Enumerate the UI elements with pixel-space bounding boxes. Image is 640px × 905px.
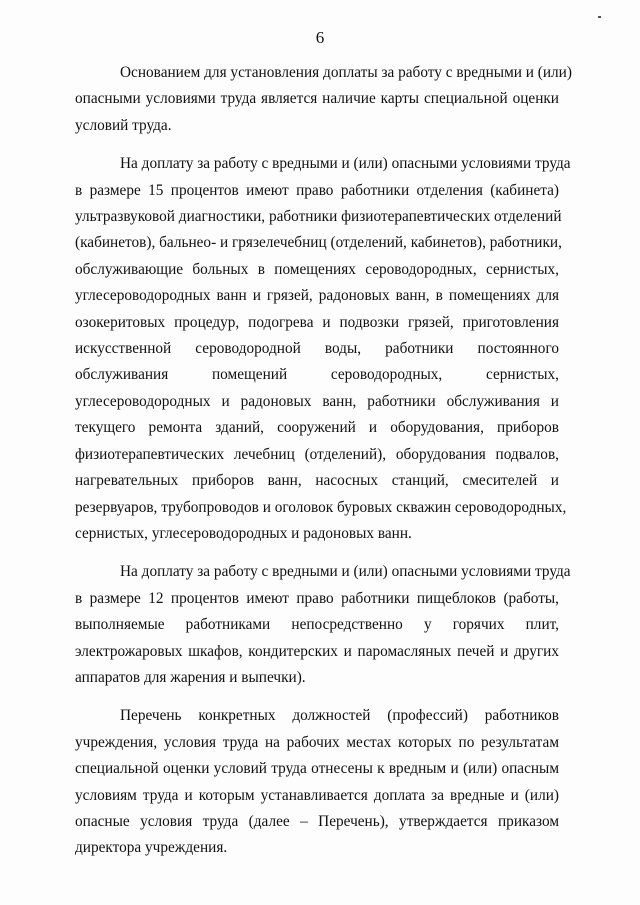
text-line: в размере 15 процентов имеют право работники отделения (кабинета) bbox=[75, 181, 559, 199]
text-line: Перечень конкретных должностей (профессий) работников bbox=[120, 707, 559, 725]
text-line: выполняемые работниками непосредственно у горячих плит, bbox=[75, 616, 559, 634]
text-line: Основанием для установления доплаты за работу с вредными и (или) bbox=[120, 64, 572, 81]
paragraph-spacer bbox=[75, 139, 559, 151]
text-line: На доплату за работу с вредными и (или) опасными условиями труда bbox=[120, 155, 571, 173]
paragraph-15-percent bbox=[75, 151, 571, 547]
text-line: сернистых, углесероводородных и радоновых ванн. bbox=[75, 524, 412, 542]
text-line: резервуаров, трубопроводов и оголовок буровых скважин сероводородных, bbox=[75, 498, 567, 516]
text-line: аппаратов для жарения и выпечки). bbox=[75, 668, 306, 686]
text-line: озокеритовых процедур, подогрева и подвозки грязей, приготовления bbox=[75, 313, 559, 331]
text-line: директора учреждения. bbox=[75, 839, 228, 857]
text-line: в размере 12 процентов имеют право работники пищеблоков (работы, bbox=[75, 589, 559, 607]
scan-artifact-mark bbox=[598, 16, 601, 18]
text-line: условий труда. bbox=[75, 116, 172, 134]
text-line: углесероводородных ванн и грязей, радоновых ванн, в помещениях для bbox=[75, 287, 559, 305]
text-line: учреждения, условия труда на рабочих местах которых по результатам bbox=[75, 733, 559, 751]
text-line: текущего ремонта зданий, сооружений и оборудования, приборов bbox=[75, 419, 559, 437]
text-line: условиям труда и которым устанавливается доплата за вредные и (или) bbox=[75, 786, 559, 804]
text-line: физиотерапевтических лечебниц (отделений), оборудования подвалов, bbox=[75, 445, 559, 463]
text-line: специальной оценки условий труда отнесены к вредным и (или) опасным bbox=[75, 760, 559, 778]
paragraph-spacer bbox=[75, 691, 559, 703]
text-line: ультразвуковой диагностики, работники физиотерапевтических отделений bbox=[75, 208, 562, 226]
paragraph-spacer bbox=[75, 547, 559, 559]
text-line: опасные условия труда (далее – Перечень), утверждается приказом bbox=[75, 812, 559, 830]
text-line: обслуживающие больных в помещениях сероводородных, сернистых, bbox=[75, 260, 559, 278]
text-line: обслуживания помещений сероводородных, сернистых, bbox=[75, 366, 559, 384]
text-line: опасными условиями труда является наличие карты специальной оценки bbox=[75, 90, 559, 108]
text-line: электрожаровых шкафов, кондитерских и паромасляных печей и других bbox=[75, 642, 559, 660]
paragraph-basis bbox=[75, 60, 572, 139]
text-line: углесероводородных и радоновых ванн, работники обслуживания и bbox=[75, 392, 559, 410]
paragraph-12-percent bbox=[75, 559, 571, 691]
paragraph-list-approval bbox=[75, 703, 559, 861]
document-body bbox=[75, 60, 572, 862]
text-line: искусственной сероводородной воды, работники постоянного bbox=[75, 340, 559, 358]
page-number: 6 bbox=[315, 28, 325, 47]
text-line: На доплату за работу с вредными и (или) опасными условиями труда bbox=[120, 563, 571, 581]
text-line: нагревательных приборов ванн, насосных станций, смесителей и bbox=[75, 472, 559, 490]
text-line: (кабинетов), бальнео- и грязелечебниц (отделений, кабинетов), работники, bbox=[75, 234, 562, 252]
